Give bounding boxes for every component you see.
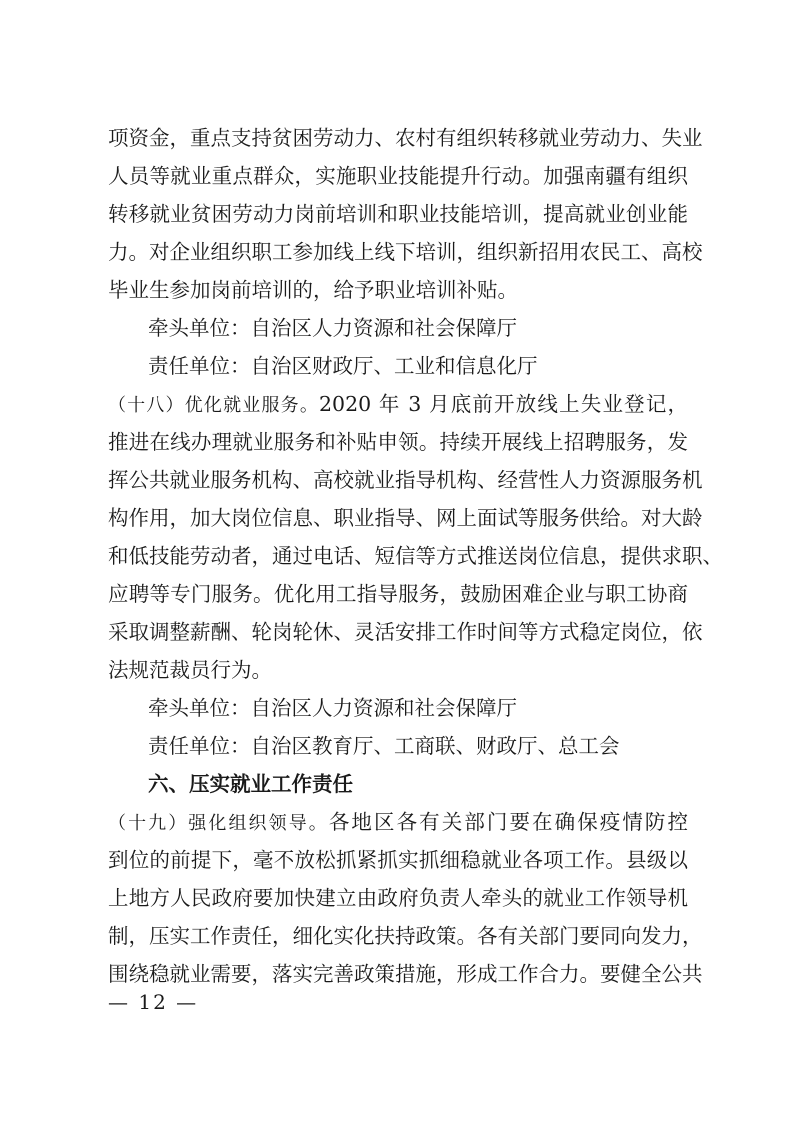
paragraph-line: 法规范裁员行为。: [108, 658, 272, 682]
paragraph-line: 挥公共就业服务机构、高校就业指导机构、经营性人力资源服务机: [108, 468, 703, 492]
paragraph-line: 转移就业贫困劳动力岗前培训和职业技能培训，提高就业创业能: [108, 202, 688, 226]
paragraph-line: 构作用，加大岗位信息、职业指导、网上面试等服务供给。对大龄: [108, 506, 703, 530]
paragraph-line: 和低技能劳动者，通过电话、短信等方式推送岗位信息，提供求职、: [108, 544, 723, 568]
paragraph-line: 采取调整薪酬、轮岗轮休、灵活安排工作时间等方式稳定岗位，依: [108, 620, 703, 644]
paragraph-line: 制，压实工作责任，细化实化扶持政策。各有关部门要同向发力，: [108, 924, 703, 948]
paragraph-line: 围绕稳就业需要，落实完善政策措施，形成工作合力。要健全公共: [108, 962, 703, 986]
item-18-text: 2020 年 3 月底前开放线上失业登记，: [319, 392, 689, 416]
paragraph-line: 人员等就业重点群众，实施职业技能提升行动。加强南疆有组织: [108, 164, 688, 188]
item-18-first-line: [108, 392, 688, 418]
paragraph-line: 毕业生参加岗前培训的，给予职业培训补贴。: [108, 278, 518, 302]
item-19-title: （十九）强化组织领导。: [108, 813, 329, 834]
lead-unit: 牵头单位：自治区人力资源和社会保障厅: [148, 696, 517, 720]
responsible-unit: 责任单位：自治区财政厅、工业和信息化厅: [148, 354, 538, 378]
paragraph-line: 推进在线办理就业服务和补贴申领。持续开展线上招聘服务，发: [108, 430, 688, 454]
responsible-unit: 责任单位：自治区教育厅、工商联、财政厅、总工会: [148, 734, 620, 758]
paragraph-line: 项资金，重点支持贫困劳动力、农村有组织转移就业劳动力、失业: [108, 126, 703, 150]
item-19-text: 各地区各有关部门要在确保疫情防控: [328, 810, 689, 834]
page-number: — 12 —: [108, 990, 199, 1014]
paragraph-line: 到位的前提下，毫不放松抓紧抓实抓细稳就业各项工作。县级以: [108, 848, 688, 872]
paragraph-line: 上地方人民政府要加快建立由政府负责人牵头的就业工作领导机: [108, 886, 688, 910]
item-18-title: （十八）优化就业服务。: [108, 395, 320, 416]
paragraph-line: 力。对企业组织职工参加线上线下培训，组织新招用农民工、高校: [108, 240, 703, 264]
paragraph-line: 应聘等专门服务。优化用工指导服务，鼓励困难企业与职工协商: [108, 582, 688, 606]
lead-unit: 牵头单位：自治区人力资源和社会保障厅: [148, 316, 517, 340]
item-19-first-line: [108, 810, 688, 836]
section-heading: 六、压实就业工作责任: [148, 772, 353, 796]
